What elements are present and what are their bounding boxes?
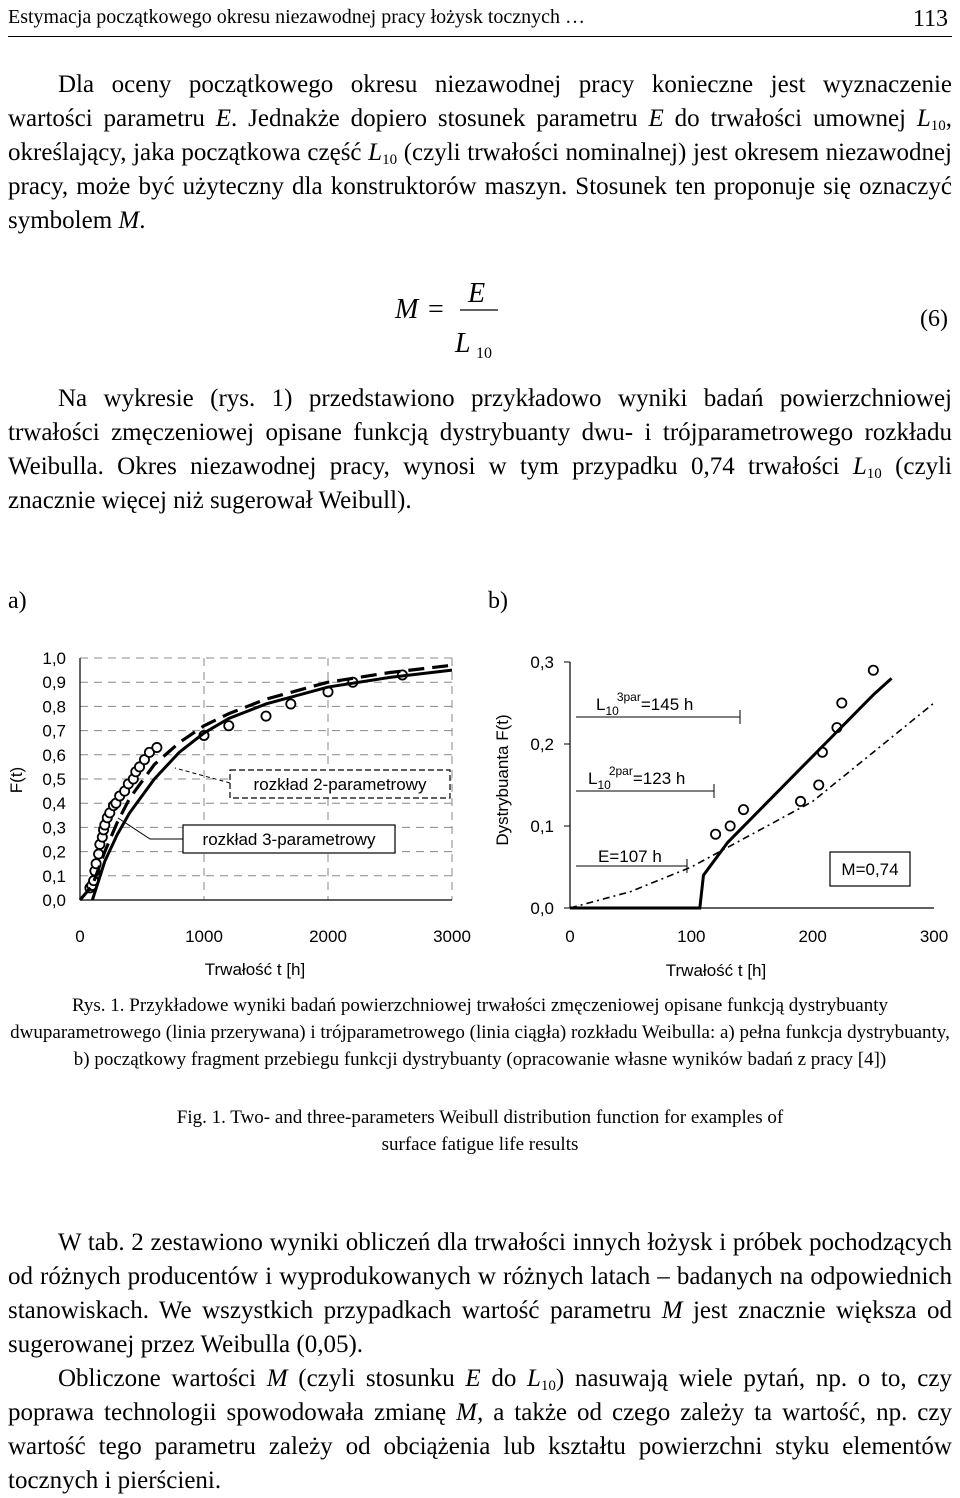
equation-6 xyxy=(0,268,960,368)
data-point xyxy=(711,830,720,839)
y-tick-label: 0,7 xyxy=(42,721,66,741)
y-tick-label: 0,0 xyxy=(42,891,66,910)
y-tick-label: 0,0 xyxy=(530,899,554,918)
annotation-l10-2par: $L_{10}2par=123$ h xyxy=(588,764,686,792)
annotation-l10-3par: $L_{10}3par=145$ h xyxy=(596,690,694,718)
eq-denominator-sub: 10 xyxy=(476,345,492,362)
y-tick-label: 0,1 xyxy=(42,866,66,886)
y-tick-label: 0,1 xyxy=(530,817,554,836)
data-point xyxy=(286,699,295,708)
figure-caption-pl: Rys. 1. Przykładowe wyniki badań powierzchniowej trwałości zmęczeniowej opisane funkcją dystrybuanty dwuparametrowego (linia przerywana) i trójparametrowego (linia ciągła) rozkładu Weibulla: a) pełna funkcja dystrybuanty, b) początkowy fragment przebiegu funkcji dystrybuanty (opracowanie własne wyników badań z pracy [4]) xyxy=(10,995,950,1070)
eq-lhs: M xyxy=(395,294,419,325)
data-point xyxy=(739,805,748,814)
page-number: 113 xyxy=(912,6,948,32)
y-tick-label: 0,9 xyxy=(42,673,66,693)
data-point xyxy=(261,711,270,720)
x-tick-label: 0 xyxy=(75,927,85,946)
data-point xyxy=(869,666,878,675)
leader-2par xyxy=(175,768,230,783)
annotation-m: M=0,74 xyxy=(841,860,899,879)
x-tick-label: 300 xyxy=(919,927,949,946)
annotation-3par: rozkład 3-parametrowy xyxy=(202,830,376,849)
chart-b xyxy=(482,640,960,990)
figure-caption-en: Fig. 1. Two- and three-parameters Weibull distribution function for examples of surface fatigue life results xyxy=(176,1107,784,1155)
x-tick-label: 100 xyxy=(677,927,706,946)
figure-label-b: b) xyxy=(488,588,508,614)
x-tick-label: 3000 xyxy=(433,927,471,946)
leader-3par xyxy=(118,818,183,839)
x-tick-label: 0 xyxy=(565,927,575,946)
y-tick-label: 0,3 xyxy=(42,818,66,838)
eq-numerator: E xyxy=(468,278,486,309)
y-tick-label: 0,6 xyxy=(42,745,66,765)
data-point xyxy=(152,743,161,752)
y-tick-label: 0,4 xyxy=(42,794,66,814)
paragraph-3: W tab. 2 zestawiono wyniki obliczeń dla trwałości innych łożysk i próbek pochodzących od różnych producentów i wyprodukowanych w różnych latach – badanych na odpowiednich stanowiskach. We wszystkich przypadkach wartość parametru M jest znacznie większa od sugerowanej przez Weibulla (0,05). xyxy=(8,1229,952,1358)
paragraph-4: Obliczone wartości M (czyli stosunku E do $L_{10}$) nasuwają wiele pytań, np. o to, czy poprawa technologii spowodowała zmianę M, a także od czego zależy ta wartość, np. czy wartość tego parametru zależy od obciążenia lub kształtu powierzchni styku elementów tocznych i pierścieni. xyxy=(8,1365,952,1494)
y-tick-label: 0,8 xyxy=(42,697,66,717)
x-tick-label: 2000 xyxy=(309,927,347,946)
paragraph-2: Na wykresie (rys. 1) przedstawiono przykładowo wyniki badań powierzchniowej trwałości zmęczeniowej opisane funkcją dystrybuanty dwu- i trójparametrowego rozkładu Weibulla. Okres niezawodnej pracy, wynosi w tym przypadku 0,74 trwałości $L_{10}$ (czyli znacznie więcej niż sugerował Weibull). xyxy=(8,385,952,514)
x-axis-label: Trwałość t [h] xyxy=(204,960,306,979)
x-tick-label: 200 xyxy=(798,927,827,946)
y-axis-label: F(t) xyxy=(7,766,26,794)
data-point xyxy=(814,780,823,789)
x-tick-label: 1000 xyxy=(185,927,223,946)
eq-op: = xyxy=(428,294,444,325)
y-axis-label: Dystrybuanta F(t) xyxy=(493,714,512,846)
data-point xyxy=(796,797,805,806)
data-point xyxy=(837,698,846,707)
y-tick-label: 1,0 xyxy=(42,649,66,668)
y-tick-label: 0,3 xyxy=(530,653,554,672)
data-point xyxy=(224,721,233,730)
x-axis-label: Trwałość t [h] xyxy=(665,961,767,980)
running-title: Estymacja początkowego okresu niezawodnej pracy łożysk tocznych … xyxy=(8,6,586,28)
chart-a xyxy=(0,640,480,990)
paragraph-1: Dla oceny początkowego okresu niezawodnej pracy konieczne jest wyznaczenie wartości parametru E. Jednakże dopiero stosunek parametru E do trwałości umownej $L_{10}$, określający, jaka początkowa część $L_{10}$ (czyli trwałości nominalnej) jest okresem niezawodnej pracy, może być użyteczny dla konstruktorów maszyn. Stosunek ten proponuje się oznaczyć symbolem M. xyxy=(8,71,953,234)
figure-label-a: a) xyxy=(8,588,27,614)
y-tick-label: 0,5 xyxy=(42,770,66,789)
y-tick-label: 0,2 xyxy=(530,735,554,754)
data-point xyxy=(726,821,735,830)
running-header xyxy=(8,2,952,37)
annotation-e: E=107 h xyxy=(598,847,662,866)
eq-denominator: L xyxy=(455,328,471,359)
equation-number: (6) xyxy=(920,306,948,332)
y-tick-label: 0,2 xyxy=(42,842,66,862)
annotation-2par: rozkład 2-parametrowy xyxy=(253,775,427,794)
